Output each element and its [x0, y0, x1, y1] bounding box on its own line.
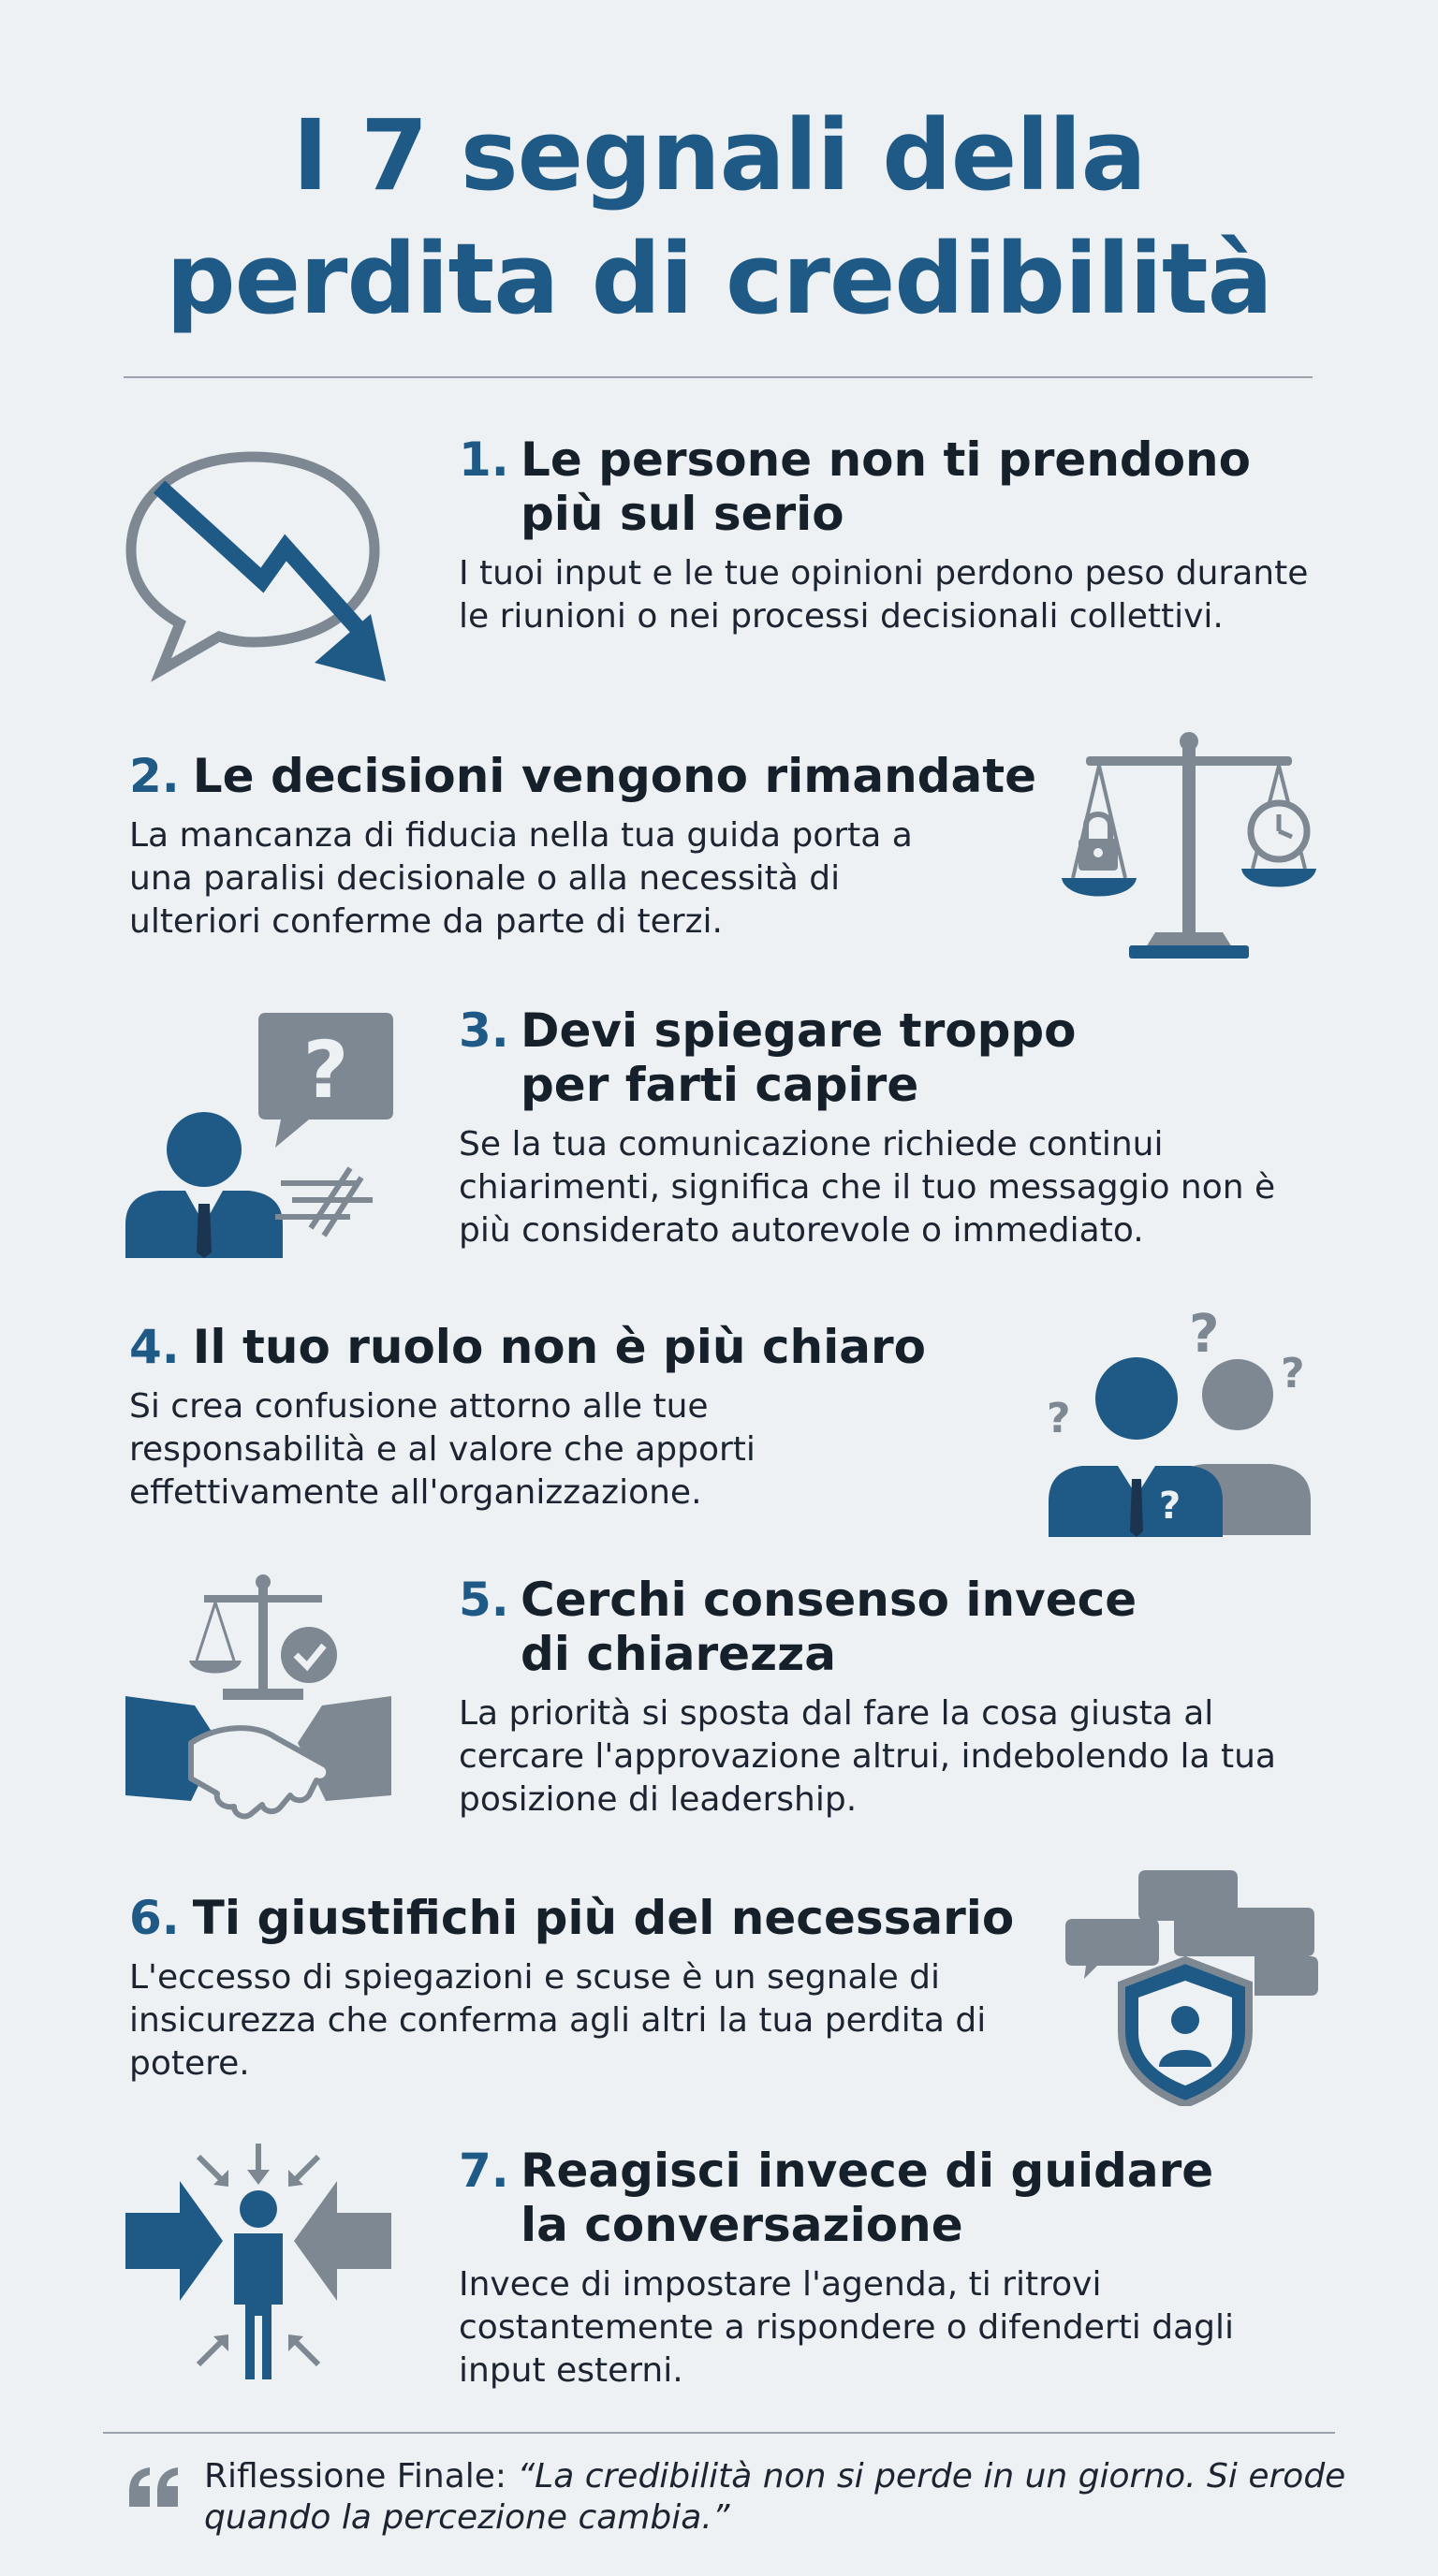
signal-5-heading-line-1: Cerchi consenso invece [521, 1573, 1137, 1627]
svg-text:?: ? [1047, 1395, 1071, 1442]
signal-6-description: L'eccesso di spiegazioni e scuse è un segnale di insicurezza che conferma agli altri la tua perdita di potere. [129, 1958, 987, 2083]
signal-1-description: I tuoi input e le tue opinioni perdono peso durante le riunioni o nei processi decisionali collettivi. [459, 554, 1309, 636]
signal-5-heading [459, 1573, 1320, 1681]
two-people-question-marks-icon [1039, 1301, 1320, 1539]
signal-3-description: Se la tua comunicazione richiede continui chiarimenti, significa che il tuo messaggio non è più considerato autorevole o immediato. [459, 1125, 1276, 1250]
page-title [0, 94, 1438, 341]
page-title-line-1: I 7 segnali della [292, 98, 1146, 212]
svg-text:?: ? [1189, 1304, 1220, 1365]
handshake-scale-check-icon [125, 1573, 391, 1835]
signal-5-heading-line-2: di chiarezza [521, 1627, 836, 1681]
final-reflection [204, 2456, 1356, 2539]
title-divider [124, 376, 1313, 378]
svg-text:?: ? [1159, 1485, 1181, 1528]
signal-4-number: 4. [129, 1320, 180, 1374]
final-reflection-label: Riflessione Finale: [204, 2457, 518, 2496]
signal-4-description: Si crea confusione attorno alle tue responsabilità e al valore che apporti effettivamente all'organizzazione. [129, 1387, 756, 1512]
signal-7-heading-line-1: Reagisci invece di guidare [521, 2144, 1214, 2198]
signal-1-heading-line-2: più sul serio [521, 487, 844, 541]
signal-7 [459, 2144, 1320, 2393]
svg-text:?: ? [1281, 1350, 1305, 1398]
signal-2-description: La mancanza di fiducia nella tua guida porta a una paralisi decisionale o alla necessità di ulteriori conferme da parte di terzi. [129, 816, 913, 941]
footer-divider [103, 2432, 1335, 2434]
signal-1 [459, 432, 1320, 638]
signal-7-heading-line-2: la conversazione [521, 2198, 963, 2252]
signal-4 [129, 1320, 1065, 1515]
signal-6-heading-line-1: Ti giustifichi più del necessario [192, 1891, 1015, 1945]
signal-1-heading [459, 432, 1320, 541]
signal-5-description: La priorità si sposta dal fare la cosa giusta al cercare l'approvazione altrui, indebolendo la tua posizione di leadership. [459, 1694, 1276, 1819]
person-pressured-arrows-icon [125, 2144, 391, 2381]
quote-icon [125, 2464, 182, 2510]
signal-5-number: 5. [459, 1573, 509, 1627]
signal-3 [459, 1003, 1320, 1252]
signal-1-number: 1. [459, 432, 509, 487]
page-title-line-2: perdita di credibilità [166, 222, 1272, 336]
svg-text:?: ? [302, 1024, 349, 1116]
signal-2-heading [129, 749, 1065, 803]
signal-2-number: 2. [129, 749, 180, 803]
signal-3-heading-line-1: Devi spiegare troppo [521, 1003, 1077, 1058]
final-reflection-quote: “La credibilità non si perde in un giorno. Si erode quando la percezione cambia.” [204, 2457, 1346, 2537]
signal-1-heading-line-1: Le persone non ti prendono [521, 432, 1252, 487]
signal-7-number: 7. [459, 2144, 509, 2198]
signal-2-heading-line-1: Le decisioni vengono rimandate [192, 749, 1037, 803]
signal-3-heading [459, 1003, 1320, 1112]
shield-person-speech-bubbles-icon [1065, 1866, 1318, 2106]
signal-6-heading [129, 1891, 1065, 1945]
signal-6 [129, 1891, 1065, 2086]
balance-scale-lock-clock-icon [1058, 728, 1320, 962]
signal-2 [129, 749, 1065, 944]
signal-6-number: 6. [129, 1891, 180, 1945]
speech-bubble-down-arrow-icon [122, 440, 393, 683]
signal-5 [459, 1573, 1320, 1822]
signal-3-heading-line-2: per farti capire [521, 1058, 919, 1112]
signal-7-description: Invece di impostare l'agenda, ti ritrovi costantemente a rispondere o difenderti dagli input esterni. [459, 2265, 1235, 2390]
signal-4-heading [129, 1320, 1065, 1374]
signal-4-heading-line-1: Il tuo ruolo non è più chiaro [192, 1320, 927, 1374]
person-question-bubble-icon [125, 1007, 397, 1260]
signal-7-heading [459, 2144, 1320, 2252]
signal-3-number: 3. [459, 1003, 509, 1058]
